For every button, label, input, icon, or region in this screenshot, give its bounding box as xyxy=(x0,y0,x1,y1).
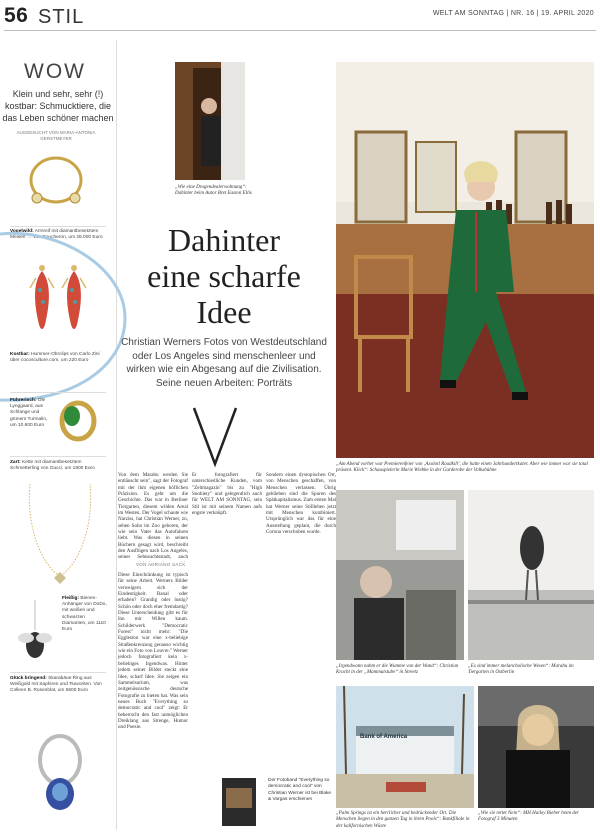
photo-main-portrait xyxy=(336,62,594,458)
snake-ring-image xyxy=(50,396,106,446)
scarab-ring-image xyxy=(30,732,90,822)
sidebar-item-butterfly: Zart: Kette mit diamantbesetztem Schmetterling von Gucci, um 1800 Euro xyxy=(10,460,95,472)
body-column-1b: Diese Einschränkung ist typisch für seine Arbeit. Werners Bilder verweigern sich der Eindeutigkeit. Banal oder erhaben? Grandig oder lustig? Schön oder doch eher fremdartig? Diese Unterscheidung gibt es für ihn mit Willen kaum. Schilderwerk "Democratic Forest" nicht mehr: "Die Eggleston war eine x-beliebige Straßenkreuzung genauso wichtig wie ein Foto von Louvre." Werner jedoch fotografiert kein x-beliebiges Irgendwas. Hinter jedem seiner Bilder steckt eine Idee, scharf Idee. Sie zeigen ein Sammelsurium, was zeitgenössische deutsche Fotografie zu bieten hat. Was sein neues Buch "Everything so democratic and cool" zeigt: Er beherrscht den fast unmöglichen Dreiklang aus Strenge, Humor und Poesie. xyxy=(118,572,188,731)
sidebar-byline: AUSGESUCHT VON MARIA-ANTONIA GERSTMEYER xyxy=(16,130,96,141)
caption-palm-springs: „Palm Springs ist ein herrlicher und bedrückender Ort. Die Menschen liegen in den ganzen Tag in ihren Pools“: Bankfiliale in der kalifornischen Wüste xyxy=(336,811,470,829)
caption-kracht: „Irgendwann nahm er die Wumme von der Wand“: Christian Kracht in der „Mammutstube“ in Streetz xyxy=(336,664,459,676)
page-number: 56 xyxy=(4,4,29,27)
section-title: STIL xyxy=(38,6,85,28)
bangle-image xyxy=(25,150,87,220)
photo-door xyxy=(175,62,245,180)
photo-marabu xyxy=(468,490,594,660)
sidebar-item-snake: Führerisch: Ole Lynggaard, aus Schlange und grünem Turmalin, um 10.600 Euro xyxy=(10,398,48,428)
body-column-2: Er fotografiert für unterschiedliche Kunden, vom "Zeitmagazin" bis zu "High Snobiety" und gelegentlich auch für WELT AM SONNTAG, sein Stil ist mit seinem Namen aufs engste verknüpft. xyxy=(192,472,262,517)
bank-sign: Bank of America xyxy=(360,734,408,740)
book-caption: Der Fotoband "Everything so democratic and cool" von Christian Werner ist bei Blake & Vargas erschienen xyxy=(268,778,332,802)
butterfly-necklace-image xyxy=(20,484,100,594)
caption-hailey: „Wie sie rettet Nein“: MH Hailey Bieber beim der Fotograf 3 Minuten xyxy=(478,811,579,823)
photo-palm-springs xyxy=(336,686,474,808)
article-deck: Christian Werners Fotos von Westdeutschland oder Los Angeles sind menschenleer und wirken wie ein Abgesang auf die Zivilisation. Seine neuen Arbeiten: Porträts xyxy=(121,337,327,389)
caption-main: „Am Abend vorher war Premierenfeier von ‚Axolotl Roadkill‘, die hatte einen Jahrhundertkater. Aber wie immer war sie total präsent. Klick“: Schauspielerin Marie Wiebke in der Garderobe der Volksbühne xyxy=(336,462,588,474)
item-separator xyxy=(10,392,106,393)
sidebar-item-bangle: Vogelwild: Armreif mit diamantbesetztem Meisen … Von Boucheron, um 28.000 Euro xyxy=(10,229,103,241)
bee-pendant-image xyxy=(10,600,60,670)
sidebar-subtitle: Klein und sehr, sehr (!) kostbar: Schmucktiere, die das Leben schöner machen xyxy=(2,89,114,123)
caption-marabu: „Es sind immer melancholische Wesen“: Marabu im Tiergarten in Ostberlin xyxy=(468,664,574,676)
body-column-1a: Von dem Marabu werden Sie entläuscht sein", sagt der Fotograf mit der ihm eigenen höflichen Präzision. Es geht um die Geschichte. Das war in Berliner Tiergarten, diesem wilden Areal im Westen. Der Vogel schaute wie Narziss, hat Christian Werner, zu, sehen Sohn im Zoo geboren, der wie sein Vater das Autofahren liebt. Was diesen in seinen Büchern gesagt wird, beschreibt den Ausflügen nach Los Angeles, seiner Sehnsuchtsstadt, auch xyxy=(118,472,188,561)
sidebar-title: WOW xyxy=(24,60,86,83)
item-separator xyxy=(10,672,106,673)
caption-door: „Wie eine Drogendealerwohnung“: Dahinter beim Autor Bret Easton Ellis xyxy=(175,185,252,197)
sidebar-item-bee: Fleißig: Bienen-Anhänger von DoDo, mit weißen und schwarzen Diamanten, um 1110 Euro xyxy=(62,596,107,633)
sidebar-divider xyxy=(116,40,117,830)
photo-kracht xyxy=(336,490,464,660)
article-author: VON ADRIANO SACK xyxy=(136,562,186,567)
item-separator xyxy=(10,456,106,457)
masthead: WELT AM SONNTAG | NR. 16 | 19. APRIL 2020 xyxy=(432,10,594,17)
header-rule xyxy=(4,30,596,31)
photo-hailey xyxy=(478,686,594,808)
drop-cap-v xyxy=(190,406,240,468)
headline: Dahinter eine scharfe Idee xyxy=(147,222,301,330)
sidebar-item-scarab: Glück bringend: Skarabäus-Ring aus Weißgold mit Saphiren und Tsavoriten. Von Colleen B. Rosenblat, um 5600 Euro xyxy=(10,676,102,694)
item-separator xyxy=(10,226,106,227)
highlight-circle xyxy=(0,228,130,408)
book-cover-image xyxy=(222,778,256,826)
sidebar-item-earrings: Kostbar: Hummer-Ohrclips von Carlo Zini über cocosculture.com, um 220 Euro xyxy=(10,352,100,364)
body-column-3: Sondern einen dystopischen Ort, von Menschen geschaffen, von Menschen verlassen. Übrig geblieben sind die Spuren des Spätkapitalismus. Zum ersten Mal hat Werner seine Stillleben jetzt mit Menschen kombiniert. Ursprünglich war das für eine Ausstellung geplant, die durch Corona verschoben wurde. xyxy=(266,472,336,536)
